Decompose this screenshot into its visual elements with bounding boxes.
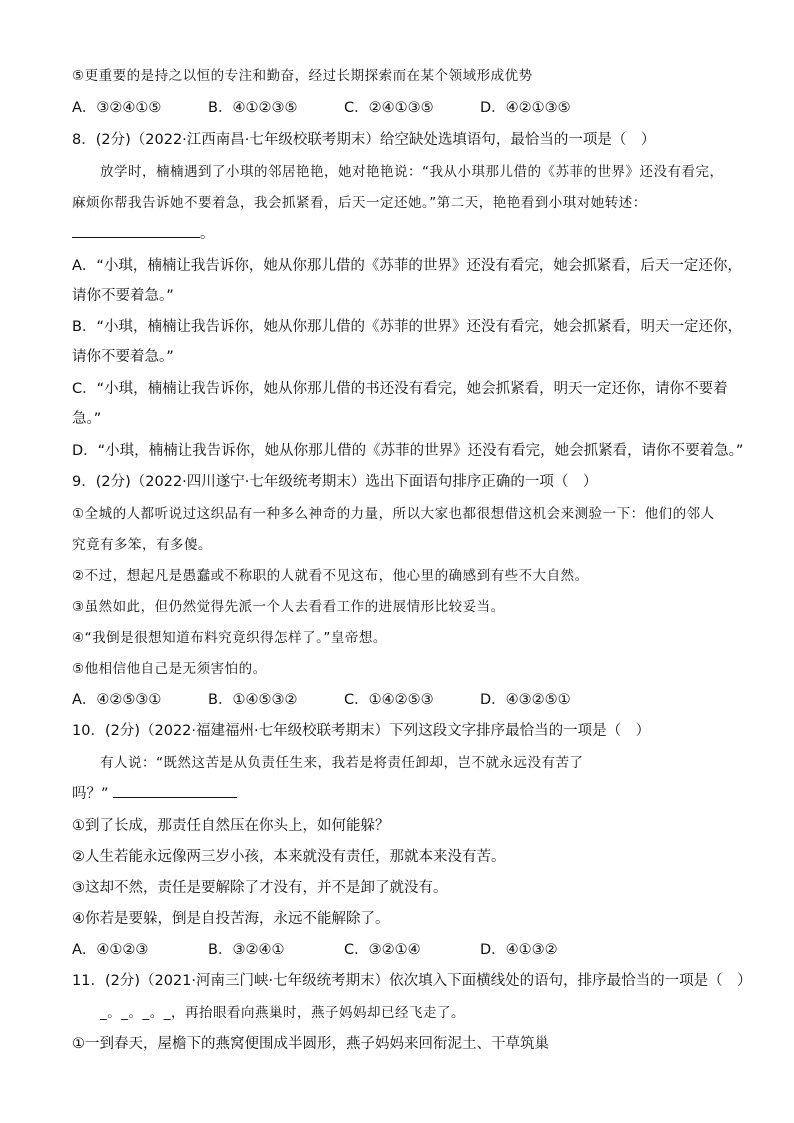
answer-blank-line[interactable] <box>113 783 237 798</box>
q9-options <box>72 689 734 711</box>
q9-option-c[interactable]: C．①④②⑤③ <box>344 692 434 708</box>
q10-item-2: ②人生若能永远像两三岁小孩，本来就没有责任，那就本来没有苦。 <box>72 849 506 865</box>
q9-item-5: ⑤他相信他自己是无须害怕的。 <box>72 661 267 677</box>
q10-item-1: ①到了长成，那责任自然压在你头上，如何能躲？ <box>72 818 390 834</box>
q9-item-3: ③虽然如此，但仍然觉得先派一个人去看看工作的进展情形比较妥当。 <box>72 599 505 615</box>
q10-option-a[interactable]: A．④①②③ <box>72 942 149 958</box>
q8-option-c-line-2: 急。” <box>72 411 102 427</box>
answer-blank-line[interactable] <box>72 223 200 238</box>
q11-item-1: ①一到春天，屋檐下的燕窝便围成半圆形，燕子妈妈来回衔泥土、干草筑巢 <box>72 1036 549 1052</box>
q8-option-a-line-2: 请你不要着急。” <box>72 288 174 304</box>
q8-passage-line-2: 麻烦你帮我告诉她不要着急，我会抓紧看，后天一定还她。”第二天，艳艳看到小琪对她转述： <box>72 195 647 211</box>
q9-option-a[interactable]: A．④②⑤③① <box>72 692 162 708</box>
q11-stem: 11．(2分)（2021·河南三门峡·七年级统考期末）依次填入下面横线处的语句，排序最恰当的一项是（ ） <box>72 973 752 989</box>
q8-answer-blank: 。 <box>72 223 734 245</box>
q8-option-b-line-2: 请你不要着急。” <box>72 349 174 365</box>
q9-item-1-line-2: 究竟有多笨，有多傻。 <box>72 537 212 553</box>
q8-option-a-line-1[interactable]: A．“小琪，楠楠让我告诉你，她从你那儿借的《苏菲的世界》还没有看完，她会抓紧看，后天一定还你， <box>72 258 742 274</box>
q8-option-d[interactable]: D．“小琪，楠楠让我告诉你，她从你那儿借的《苏菲的世界》还没有看完，她会抓紧看，请你不要着急。” <box>72 443 744 459</box>
q7-options <box>72 97 734 119</box>
q10-option-b[interactable]: B．③②④① <box>208 942 285 958</box>
q10-passage-line-2: 吗？” <box>72 783 734 805</box>
q10-option-d[interactable]: D．④①③② <box>480 942 558 958</box>
q7-option-d[interactable]: D．④②①③⑤ <box>480 100 571 116</box>
q10-passage-line-1: 有人说：“既然这苦是从负责任生来，我若是将责任卸却，岂不就永远没有苦了 <box>100 755 584 771</box>
q10-stem: 10．(2分)（2022·福建福州·七年级校联考期末）下列这段文字排序最恰当的一项是（ ） <box>72 723 651 739</box>
q9-item-4: ④“我倒是很想知道布料究竟织得怎样了。”皇帝想。 <box>72 630 387 646</box>
q8-option-c-line-1[interactable]: C．“小琪，楠楠让我告诉你，她从你那儿借的书还没有看完，她会抓紧看，明天一定还你，请你不要着 <box>72 381 728 397</box>
q9-item-2: ②不过，想起凡是愚蠢或不称职的人就看不见这布，他心里的确感到有些不大自然。 <box>72 568 589 584</box>
q10-options <box>72 939 734 961</box>
q9-option-d[interactable]: D．④③②⑤① <box>480 692 571 708</box>
q7-option-a[interactable]: A．③②④①⑤ <box>72 100 162 116</box>
q7-option-b[interactable]: B．④①②③⑤ <box>208 100 298 116</box>
q9-item-1-line-1: ①全城的人都听说过这织品有一种多么神奇的力量，所以大家也都很想借这机会来测验一下：他们的邻人 <box>72 506 715 522</box>
q10-option-c[interactable]: C．③②①④ <box>344 942 421 958</box>
q8-stem: 8．(2分)（2022·江西南昌·七年级校联考期末）给空缺处选填语句，最恰当的一项是（ ） <box>72 132 656 148</box>
q10-item-4: ④你若是要躲，倒是自投苦海，永远不能解除了。 <box>72 911 390 927</box>
q10-item-3: ③这却不然，责任是要解除了才没有，并不是卸了就没有。 <box>72 880 448 896</box>
q11-passage: _。_。_。_，再抬眼看向燕巢时，燕子妈妈却已经飞走了。 <box>100 1005 465 1021</box>
q8-option-b-line-1[interactable]: B．“小琪，楠楠让我告诉你，她从你那儿借的《苏菲的世界》还没有看完，她会抓紧看，明天一定还你， <box>72 319 742 335</box>
q9-option-b[interactable]: B．①④⑤③② <box>208 692 298 708</box>
q9-stem: 9．(2分)（2022·四川遂宁·七年级统考期末）选出下面语句排序正确的一项（ ） <box>72 474 598 490</box>
q8-passage-line-1: 放学时，楠楠遇到了小琪的邻居艳艳，她对艳艳说：“我从小琪那儿借的《苏菲的世界》还没有看完， <box>100 164 724 180</box>
q7-item-5: ⑤更重要的是持之以恒的专注和勤奋，经过长期探索而在某个领域形成优势 <box>72 68 533 84</box>
q7-option-c[interactable]: C．②④①③⑤ <box>344 100 434 116</box>
